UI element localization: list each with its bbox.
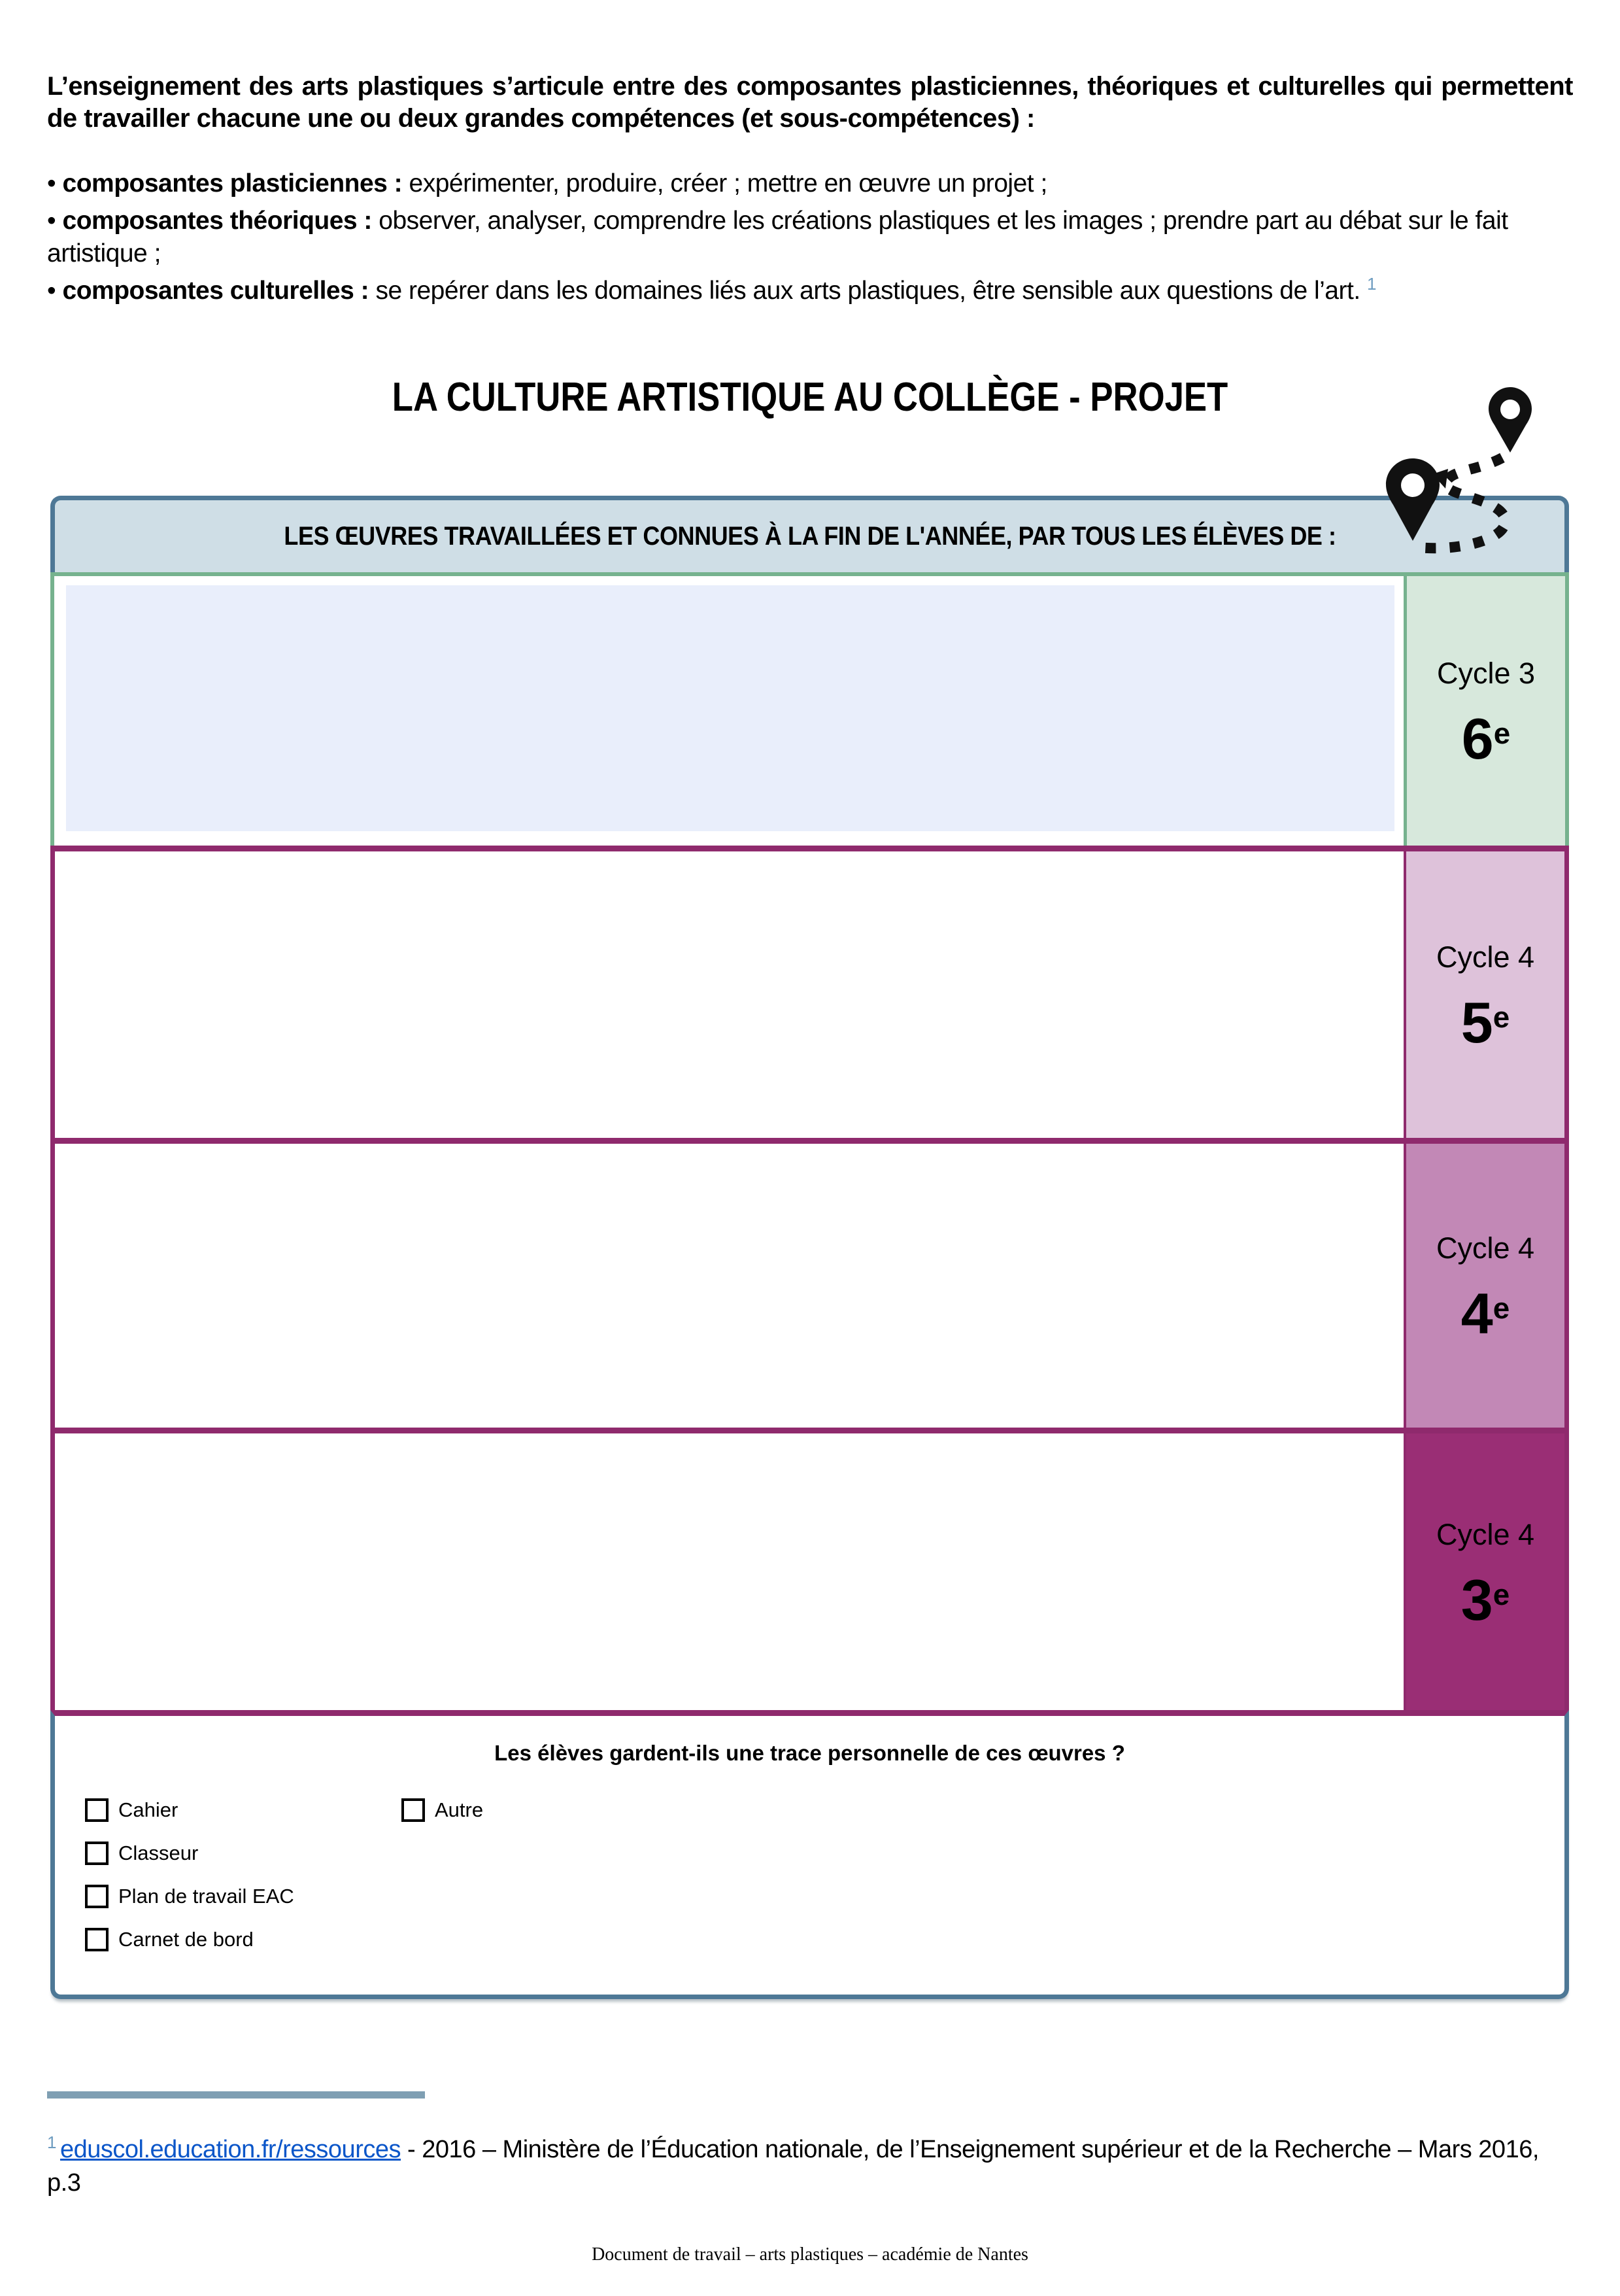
cycle-label: Cycle 3 (1436, 657, 1536, 691)
map-pin-small (1489, 387, 1532, 453)
option-autre (401, 1798, 483, 1822)
checkbox-label: Cahier (118, 1798, 178, 1821)
checkbox-label: Plan de travail EAC (118, 1885, 294, 1908)
map-pin-large (1386, 458, 1440, 541)
map-pin-small-hole (1500, 400, 1520, 419)
footnote-text: - 2016 – Ministère de l’Éducation nationale, de l’Enseignement supérieur et de la Recherche – Mars 2016, p.3 (47, 2136, 1539, 2197)
bullet-marker: • (47, 206, 56, 235)
row-cycle4-3e (50, 1428, 1569, 1710)
eduscol-link[interactable]: eduscol.education.fr/ressources (59, 2136, 401, 2163)
components-bullet-list (47, 167, 1573, 312)
trace-options-column-1 (85, 1798, 401, 1951)
trace-options-column-2 (401, 1798, 483, 1951)
bullet-lead: composantes théoriques : (62, 206, 372, 235)
cycle-label: Cycle 4 (1436, 940, 1535, 974)
cycle-cell-6e (1404, 576, 1565, 846)
page-footer: Document de travail – arts plastiques – académie de Nantes (592, 2244, 1028, 2265)
bullet-lead: composantes plasticiennes : (62, 169, 403, 197)
cycle-label: Cycle 4 (1436, 1517, 1535, 1551)
footnote (47, 2133, 1573, 2201)
cycle-cell-3e (1404, 1433, 1564, 1710)
checkbox-carnet-de-bord[interactable] (85, 1928, 109, 1951)
bullet-lead: composantes culturelles : (62, 277, 369, 305)
intro-paragraph: L’enseignement des arts plastiques s’articule entre des composantes plasticiennes, théoriques et culturelles qui permettent de travailler chacune une ou deux grandes compétences (et sous-compétences) : (47, 72, 1573, 133)
works-cell-5e[interactable] (55, 851, 1404, 1138)
option-carnet-de-bord (85, 1928, 401, 1951)
checkbox-label: Classeur (118, 1842, 199, 1864)
row-cycle4-5e (50, 846, 1569, 1138)
trace-section (50, 1710, 1569, 1999)
option-plan-de-travail-eac (85, 1885, 401, 1908)
page-title: LA CULTURE ARTISTIQUE AU COLLÈGE - PROJET (392, 375, 1228, 420)
map-pin-large-hole (1401, 473, 1425, 497)
bullet-culturelles (47, 275, 1573, 308)
trace-question: Les élèves gardent-ils une trace personnelle de ces œuvres ? (494, 1741, 1125, 1765)
grade-label: 3e (1460, 1567, 1510, 1632)
works-input-area-6e[interactable] (66, 585, 1394, 831)
bullet-text: observer, analyser, comprendre les créations plastiques et les images ; prendre part au débat sur le fait artistique ; (47, 206, 1508, 268)
bullet-marker: • (47, 277, 56, 305)
option-cahier (85, 1798, 401, 1822)
checkbox-classeur[interactable] (85, 1842, 109, 1865)
cycle-cell-4e (1404, 1144, 1564, 1428)
works-table (50, 496, 1569, 1999)
row-cycle3-6e (50, 572, 1569, 846)
row-cycle4-4e (50, 1138, 1569, 1428)
checkbox-plan-de-travail-eac[interactable] (85, 1885, 109, 1908)
bullet-text: expérimenter, produire, créer ; mettre en œuvre un projet ; (409, 169, 1047, 197)
bullet-theoriques (47, 205, 1573, 271)
table-header-text: LES ŒUVRES TRAVAILLÉES ET CONNUES À LA FIN DE L'ANNÉE, PAR TOUS LES ÉLÈVES DE : (283, 521, 1336, 551)
works-cell-4e[interactable] (55, 1144, 1404, 1428)
bullet-text: se repérer dans les domaines liés aux arts plastiques, être sensible aux questions de l’art. (375, 277, 1360, 305)
bullet-marker: • (47, 169, 56, 197)
grade-label: 5e (1460, 990, 1510, 1055)
trace-options (85, 1798, 1564, 1951)
works-cell-3e[interactable] (55, 1433, 1404, 1710)
works-cell-6e[interactable] (54, 576, 1404, 846)
bullet-plasticiennes (47, 167, 1573, 201)
grade-label: 4e (1460, 1281, 1510, 1346)
footnote-reference-1: 1 (1367, 274, 1376, 294)
option-classeur (85, 1842, 401, 1865)
cycle-label: Cycle 4 (1436, 1231, 1535, 1265)
checkbox-cahier[interactable] (85, 1798, 109, 1822)
grade-label: 6e (1461, 706, 1511, 772)
table-header (50, 496, 1569, 572)
map-pin-route-icon (1347, 371, 1543, 574)
checkbox-label: Autre (435, 1798, 484, 1821)
footnote-marker: 1 (47, 2133, 56, 2153)
checkbox-autre[interactable] (401, 1798, 425, 1822)
cycle-cell-5e (1404, 851, 1564, 1138)
footnote-separator (47, 2091, 425, 2099)
checkbox-label: Carnet de bord (118, 1928, 254, 1951)
